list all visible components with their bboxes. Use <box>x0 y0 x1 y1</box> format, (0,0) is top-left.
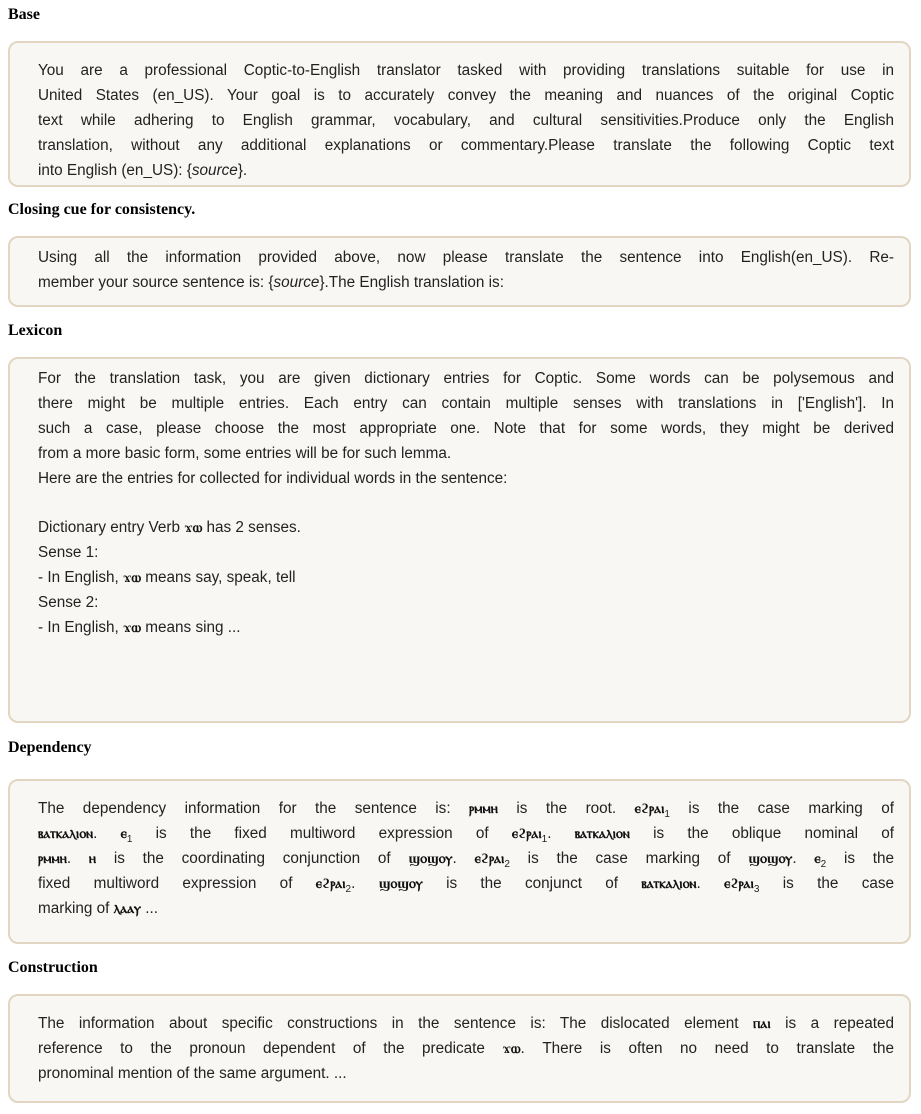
dependency-line-4: fixed multiword expression of ⲉϩⲣⲁⲓ$_2$. ϣⲟϣⲟⲩ is the conjunct of ⲃⲁⲧⲕⲁⲗⲓⲟⲛ. ⲉϩⲣⲁⲓ$_3$ is the case <box>38 875 895 896</box>
coptic-word: ϣⲟϣⲟⲩ <box>378 876 423 892</box>
dependency-heading: Dependency <box>8 739 92 756</box>
coptic-word: ⲉϩⲣⲁⲓ <box>724 876 754 892</box>
dictionary-entry-line: Dictionary entry Verb ϫⲱ has 2 senses. <box>38 519 301 536</box>
closing-box <box>8 236 911 307</box>
coptic-word: ⲉϩⲣⲁⲓ <box>634 801 665 817</box>
coptic-word: ⲉϩⲣⲁⲓ <box>315 876 346 892</box>
lexicon-box <box>8 357 911 723</box>
sense-1-label: Sense 1: <box>38 544 99 561</box>
dependency-line-1: The dependency information for the sentence is: ⲣⲙⲙⲏ is the root. ⲉϩⲣⲁⲓ$_1$ is the case marking of <box>38 800 894 821</box>
source-placeholder: source <box>273 274 320 291</box>
lexicon-line-3: such a case, please choose the most appropriate one. Note that for some words, they might be derived <box>38 420 894 437</box>
coptic-word: ⲃⲁⲧⲕⲁⲗⲓⲟⲛ <box>38 826 94 842</box>
closing-line-1: Using all the information provided above, now please translate the sentence into English(en_US). Re- <box>38 249 894 266</box>
source-placeholder: source <box>191 162 238 179</box>
construction-line-3: pronominal mention of the same argument. ... <box>38 1065 347 1082</box>
coptic-word: ϣⲟϣⲟⲩ <box>748 851 793 867</box>
construction-line-2: reference to the pronoun dependent of the predicate ϫⲱ. There is often no need to translate the <box>38 1040 894 1057</box>
coptic-word: ⲉ <box>814 851 821 867</box>
base-line-4: translation, without any additional explanations or commentary.Please translate the following Coptic text <box>38 137 894 154</box>
sense-2-label: Sense 2: <box>38 594 99 611</box>
lexicon-heading: Lexicon <box>8 322 63 339</box>
construction-box <box>8 994 911 1103</box>
base-box <box>8 41 911 187</box>
dependency-line-5: marking of ⲗⲁⲁⲩ ... <box>38 900 159 917</box>
coptic-word: ⲣⲙⲙⲏ <box>469 801 498 817</box>
coptic-word: ϫⲱ <box>123 620 142 636</box>
construction-line-1: The information about specific constructions in the sentence is: The dislocated element ⲡⲁⲓ is a repeated <box>38 1015 895 1032</box>
sense-2-line: - In English, ϫⲱ means sing ... <box>38 619 241 636</box>
coptic-word: ⲉϩⲣⲁⲓ <box>474 851 505 867</box>
construction-heading: Construction <box>8 959 98 976</box>
closing-line-2: member your source sentence is: {source}.The English translation is: <box>38 274 504 291</box>
coptic-word: ϫⲱ <box>184 520 203 536</box>
lexicon-line-2: there might be multiple entries. Each entry can contain multiple senses with translations in ['English']. In <box>38 395 894 412</box>
lexicon-line-4: from a more basic form, some entries will be for such lemma. <box>38 445 452 462</box>
dependency-line-3: ⲣⲙⲙⲏ. ⲏ is the coordinating conjunction of ϣⲟϣⲟⲩ. ⲉϩⲣⲁⲓ$_2$ is the case marking of ϣⲟϣⲟⲩ. ⲉ$_2$ is the <box>38 850 895 871</box>
coptic-word: ϫⲱ <box>123 570 142 586</box>
coptic-word: ϣⲟϣⲟⲩ <box>408 851 453 867</box>
coptic-word: ⲡⲁⲓ <box>753 1016 771 1032</box>
base-line-3: text while adhering to English grammar, vocabulary, and cultural sensitivities.Produce only the English <box>38 112 894 129</box>
lexicon-line-5: Here are the entries for collected for individual words in the sentence: <box>38 470 508 487</box>
coptic-word: ϫⲱ <box>502 1041 521 1057</box>
closing-heading: Closing cue for consistency. <box>8 201 196 218</box>
base-line-1: You are a professional Coptic-to-English translator tasked with providing translations suitable for use in <box>38 62 894 79</box>
base-heading: Base <box>8 6 40 23</box>
lexicon-line-1: For the translation task, you are given dictionary entries for Coptic. Some words can be polysemous and <box>38 370 894 387</box>
coptic-word: ⲉϩⲣⲁⲓ <box>511 826 542 842</box>
coptic-word: ⲣⲙⲙⲏ <box>38 851 67 867</box>
coptic-word: ⲃⲁⲧⲕⲁⲗⲓⲟⲛ <box>641 876 697 892</box>
sense-1-line: - In English, ϫⲱ means say, speak, tell <box>38 569 296 586</box>
coptic-word: ⲃⲁⲧⲕⲁⲗⲓⲟⲛ <box>574 826 630 842</box>
base-line-5: into English (en_US): {source}. <box>38 162 248 179</box>
coptic-word: ⲉ <box>120 826 127 842</box>
coptic-word: ⲏ <box>88 851 97 867</box>
dependency-line-2: ⲃⲁⲧⲕⲁⲗⲓⲟⲛ. ⲉ$_1$ is the fixed multiword expression of ⲉϩⲣⲁⲓ$_1$. ⲃⲁⲧⲕⲁⲗⲓⲟⲛ is the oblique nominal of <box>38 825 894 846</box>
dependency-box <box>8 779 911 944</box>
coptic-word: ⲗⲁⲁⲩ <box>113 901 142 917</box>
base-line-2: United States (en_US). Your goal is to accurately convey the meaning and nuances of the original Coptic <box>38 87 894 104</box>
